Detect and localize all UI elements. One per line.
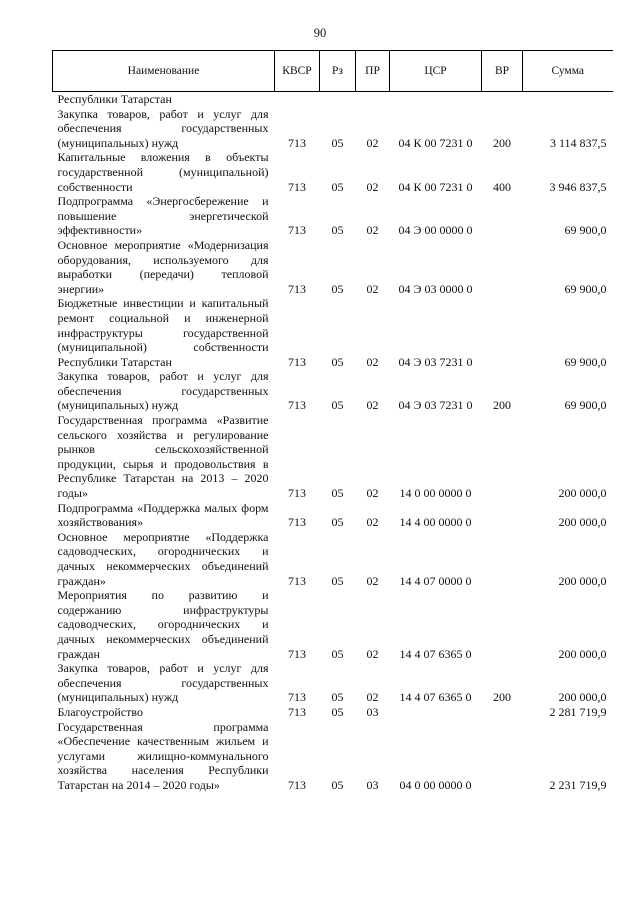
row-sum-cell: 200 000,0 [558, 573, 607, 588]
table-body [53, 92, 613, 793]
row-kvsr-cell: 713 [288, 223, 306, 238]
row-pr-cell: 02 [366, 223, 379, 238]
row-csr-cell [390, 92, 482, 107]
row-pr-cell: 02 [366, 690, 379, 705]
row-name-cell: Бюджетные инвестиции и капитальный ремонт социальной и инженерной инфраструктуры государственной (муниципальной) собственности Республики Татарстан [57, 296, 269, 369]
column-header-pr: ПР [356, 51, 390, 92]
row-name-cell: Закупка товаров, работ и услуг для обеспечения государственных (муниципальных) нужд [57, 106, 269, 150]
row-vr-cell: 200 [493, 690, 511, 705]
row-csr-cell [390, 705, 482, 720]
row-sum-cell: 69 900,0 [564, 281, 607, 296]
row-rz-cell [320, 92, 356, 107]
row-sum-cell: 200 000,0 [558, 690, 607, 705]
row-pr-cell: 02 [366, 354, 379, 369]
row-csr-cell: 04 Э 03 0000 0 [398, 281, 473, 296]
row-vr-cell: 400 [493, 179, 511, 194]
row-name-cell: Подпрограмма «Энергосбережение и повышение энергетической эффективности» [57, 194, 269, 238]
row-rz-cell: 05 [331, 486, 344, 501]
row-csr-cell: 04 Э 00 0000 0 [398, 223, 473, 238]
row-rz-cell: 05 [331, 135, 344, 150]
row-sum-cell: 69 900,0 [564, 398, 607, 413]
row-csr-cell: 04 К 00 7231 0 [398, 179, 473, 194]
row-rz-cell: 05 [331, 573, 344, 588]
row-name-cell: Подпрограмма «Поддержка малых форм хозяйствования» [57, 500, 269, 530]
table-row [53, 661, 613, 705]
row-name-cell: Мероприятия по развитию и содержанию инфраструктуры садоводческих, огороднических и дачных некоммерческих объединений граждан [57, 588, 269, 661]
row-rz-cell: 05 [331, 223, 344, 238]
row-sum-cell: 200 000,0 [558, 515, 607, 530]
row-pr-cell [356, 92, 390, 107]
row-name-cell: Основное мероприятие «Поддержка садоводческих, огороднических и дачных некоммерческих объединений граждан» [57, 529, 269, 588]
row-csr-cell: 14 4 07 6365 0 [399, 690, 472, 705]
page-number: 90 [313, 26, 327, 40]
row-sum-cell: 69 900,0 [564, 354, 607, 369]
row-rz-cell: 05 [331, 515, 344, 530]
row-pr-cell: 02 [366, 486, 379, 501]
row-sum-cell [523, 92, 613, 107]
row-sum-cell: 3 946 837,5 [549, 179, 607, 194]
table-row [53, 705, 613, 720]
row-kvsr-cell: 713 [288, 486, 306, 501]
row-sum-cell: 69 900,0 [564, 223, 607, 238]
row-pr-cell: 02 [366, 135, 379, 150]
row-name-cell: Основное мероприятие «Модернизация оборудования, используемого для выработки (передачи) тепловой энергии» [57, 237, 269, 296]
row-sum-cell: 2 231 719,9 [549, 777, 607, 792]
table-row [53, 413, 613, 501]
row-kvsr-cell: 713 [288, 179, 306, 194]
table-row [53, 501, 613, 530]
row-csr-cell: 14 4 07 6365 0 [399, 646, 472, 661]
row-rz-cell: 05 [331, 690, 344, 705]
row-sum-cell: 3 114 837,5 [549, 135, 607, 150]
budget-table [52, 50, 613, 793]
row-vr-cell [482, 194, 523, 238]
row-rz-cell: 05 [331, 179, 344, 194]
table-row [53, 92, 613, 107]
row-rz-cell: 05 [331, 354, 344, 369]
row-name-cell: Государственная программа «Обеспечение качественным жильем и услугами жилищно-коммунального хозяйства населения Республики Татарстан на 2014 – 2020 годы» [57, 719, 269, 792]
row-kvsr-cell: 713 [288, 690, 306, 705]
row-vr-cell [482, 238, 523, 296]
table-header [53, 51, 613, 92]
row-csr-cell: 14 4 07 0000 0 [399, 573, 472, 588]
row-name-cell: Закупка товаров, работ и услуг для обеспечения государственных (муниципальных) нужд [57, 661, 269, 705]
column-header-name: Наименование [53, 51, 275, 92]
table-row [53, 150, 613, 194]
table-row [53, 238, 613, 296]
row-csr-cell: 14 4 00 0000 0 [399, 515, 472, 530]
row-kvsr-cell: 713 [288, 573, 306, 588]
row-vr-cell [482, 296, 523, 369]
row-rz-cell: 05 [331, 398, 344, 413]
row-vr-cell [482, 501, 523, 530]
table-row [53, 194, 613, 238]
column-header-rz: Рз [320, 51, 356, 92]
row-csr-cell: 04 0 00 0000 0 [399, 777, 472, 792]
row-kvsr-cell: 713 [288, 398, 306, 413]
row-pr-cell: 03 [366, 777, 379, 792]
row-sum-cell: 2 281 719,9 [549, 704, 607, 719]
row-kvsr-cell [275, 92, 320, 107]
row-vr-cell: 200 [493, 135, 511, 150]
column-header-vr: ВР [482, 51, 523, 92]
row-vr-cell [482, 705, 523, 720]
row-pr-cell: 02 [366, 179, 379, 194]
row-vr-cell [482, 413, 523, 501]
row-pr-cell: 02 [366, 398, 379, 413]
row-kvsr-cell: 713 [288, 515, 306, 530]
row-name-cell: Капитальные вложения в объекты государственной (муниципальной) собственности [57, 150, 269, 194]
row-kvsr-cell: 713 [288, 777, 306, 792]
row-csr-cell: 04 К 00 7231 0 [398, 135, 473, 150]
column-header-kvsr: КВСР [275, 51, 320, 92]
row-vr-cell: 200 [493, 398, 511, 413]
row-vr-cell [482, 588, 523, 661]
row-rz-cell: 05 [331, 646, 344, 661]
row-kvsr-cell: 713 [288, 281, 306, 296]
table-row [53, 296, 613, 369]
row-rz-cell: 05 [331, 281, 344, 296]
row-pr-cell: 02 [366, 646, 379, 661]
row-name-cell: Государственная программа «Развитие сельского хозяйства и регулирование рынков сельскохозяйственной продукции, сырья и продовольствия в Республике Татарстан на 2013 – 2020 годы» [57, 413, 269, 501]
row-name-cell: Благоустройство [57, 704, 144, 719]
row-pr-cell: 02 [366, 573, 379, 588]
row-rz-cell: 05 [331, 777, 344, 792]
table-row [53, 530, 613, 588]
row-kvsr-cell: 713 [288, 354, 306, 369]
row-pr-cell: 02 [366, 515, 379, 530]
column-header-csr: ЦСР [390, 51, 482, 92]
row-csr-cell: 04 Э 03 7231 0 [398, 398, 473, 413]
row-name-cell: Республики Татарстан [57, 92, 172, 106]
table-row [53, 107, 613, 151]
table-row [53, 720, 613, 793]
row-vr-cell [482, 92, 523, 107]
row-csr-cell: 14 0 00 0000 0 [399, 486, 472, 501]
row-name-cell: Закупка товаров, работ и услуг для обеспечения государственных (муниципальных) нужд [57, 369, 269, 413]
row-rz-cell: 05 [331, 704, 344, 719]
column-header-sum: Сумма [523, 51, 613, 92]
row-kvsr-cell: 713 [288, 704, 306, 719]
row-vr-cell [482, 530, 523, 588]
row-kvsr-cell: 713 [288, 135, 306, 150]
row-csr-cell: 04 Э 03 7231 0 [398, 354, 473, 369]
row-sum-cell: 200 000,0 [558, 646, 607, 661]
table-row [53, 588, 613, 661]
row-sum-cell: 200 000,0 [558, 486, 607, 501]
row-kvsr-cell: 713 [288, 646, 306, 661]
row-pr-cell: 02 [366, 281, 379, 296]
row-vr-cell [482, 720, 523, 793]
table-row [53, 369, 613, 413]
row-pr-cell: 03 [366, 704, 379, 719]
